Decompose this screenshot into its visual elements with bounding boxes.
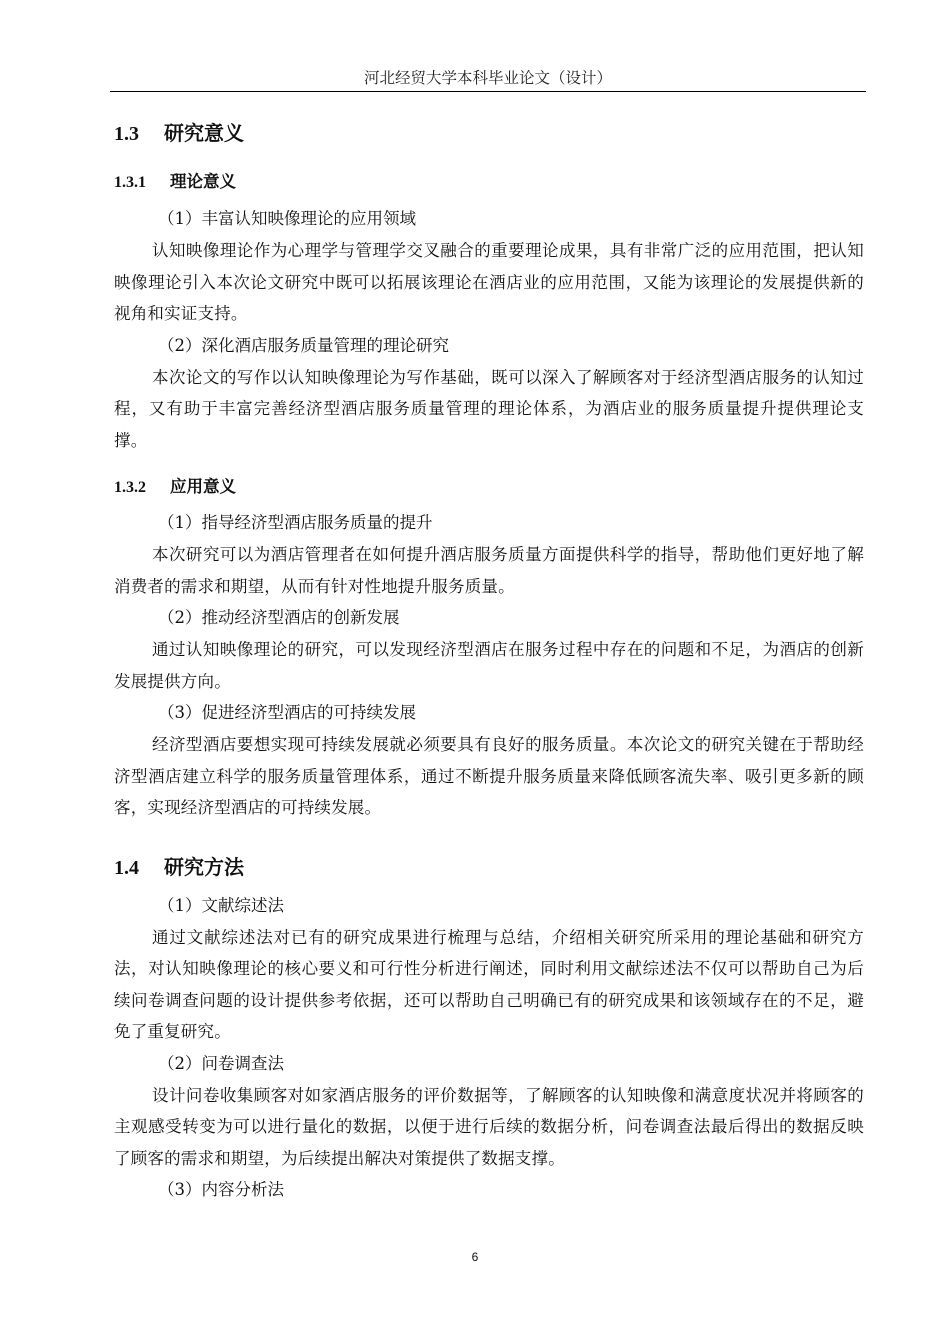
paragraph: 设计问卷收集顾客对如家酒店服务的评价数据等，了解顾客的认知映像和满意度状况并将顾客的主观感受转变为可以进行量化的数据，以便于进行后续的数据分析，问卷调查法最后得出的数据反映了顾客的需求和期望，为后续提出解决对策提供了数据支撑。 xyxy=(114,1085,864,1168)
list-item: （2）问卷调查法 xyxy=(158,1053,284,1073)
paragraph: 本次论文的写作以认知映像理论为写作基础，既可以深入了解顾客对于经济型酒店服务的认知过程，又有助于丰富完善经济型酒店服务质量管理的理论体系，为酒店业的服务质量提升提供理论支撑。 xyxy=(114,367,864,450)
list-item: （1）文献综述法 xyxy=(158,895,284,915)
paragraph: 通过认知映像理论的研究，可以发现经济型酒店在服务过程中存在的问题和不足，为酒店的创新发展提供方向。 xyxy=(114,640,864,691)
section-number: 1.3 xyxy=(114,123,139,145)
running-header: 河北经贸大学本科毕业论文（设计） xyxy=(363,69,612,87)
list-item: （3）内容分析法 xyxy=(158,1180,284,1199)
section-heading-1-4 xyxy=(114,854,864,881)
paragraph: 通过文献综述法对已有的研究成果进行梳理与总结，介绍相关研究所采用的理论基础和研究方法，对认知映像理论的核心要义和可行性分析进行阐述，同时利用文献综述法不仅可以帮助自己为后续问卷调查问题的设计提供参考依据，还可以帮助自己明确已有的研究成果和该领域存在的不足，避免了重复研究。 xyxy=(114,927,864,1041)
main-content xyxy=(114,108,864,1206)
subsection-number: 1.3.1 xyxy=(114,174,146,191)
list-item: （2）推动经济型酒店的创新发展 xyxy=(158,608,400,627)
subsection-title: 应用意义 xyxy=(170,477,236,496)
section-title: 研究方法 xyxy=(164,854,244,879)
list-item: （1）丰富认知映像理论的应用领域 xyxy=(158,209,416,228)
list-item: （2）深化酒店服务质量管理的理论研究 xyxy=(158,335,449,355)
paragraph: 经济型酒店要想实现可持续发展就必须要具有良好的服务质量。本次论文的研究关键在于帮助经济型酒店建立科学的服务质量管理体系，通过不断提升服务质量来降低顾客流失率、吸引更多新的顾客，实现经济型酒店的可持续发展。 xyxy=(114,735,864,817)
list-item: （1）指导经济型酒店服务质量的提升 xyxy=(158,513,433,532)
page-number: 6 xyxy=(471,1250,479,1264)
list-item: （3）促进经济型酒店的可持续发展 xyxy=(158,703,416,722)
subsection-heading-1-3-1 xyxy=(114,171,864,194)
paragraph: 本次研究可以为酒店管理者在如何提升酒店服务质量方面提供科学的指导，帮助他们更好地了解消费者的需求和期望，从而有针对性地提升服务质量。 xyxy=(114,545,864,596)
section-heading-1-3 xyxy=(114,120,864,147)
section-title: 研究意义 xyxy=(164,121,244,145)
header-rule xyxy=(110,91,866,92)
paragraph: 认知映像理论作为心理学与管理学交叉融合的重要理论成果，具有非常广泛的应用范围，把认知映像理论引入本次论文研究中既可以拓展该理论在酒店业的应用范围，又能为该理论的发展提供新的视角和实证支持。 xyxy=(114,241,864,323)
subsection-heading-1-3-2 xyxy=(114,476,864,499)
subsection-title: 理论意义 xyxy=(170,172,236,191)
subsection-number: 1.3.2 xyxy=(114,479,146,496)
section-number: 1.4 xyxy=(114,856,139,879)
